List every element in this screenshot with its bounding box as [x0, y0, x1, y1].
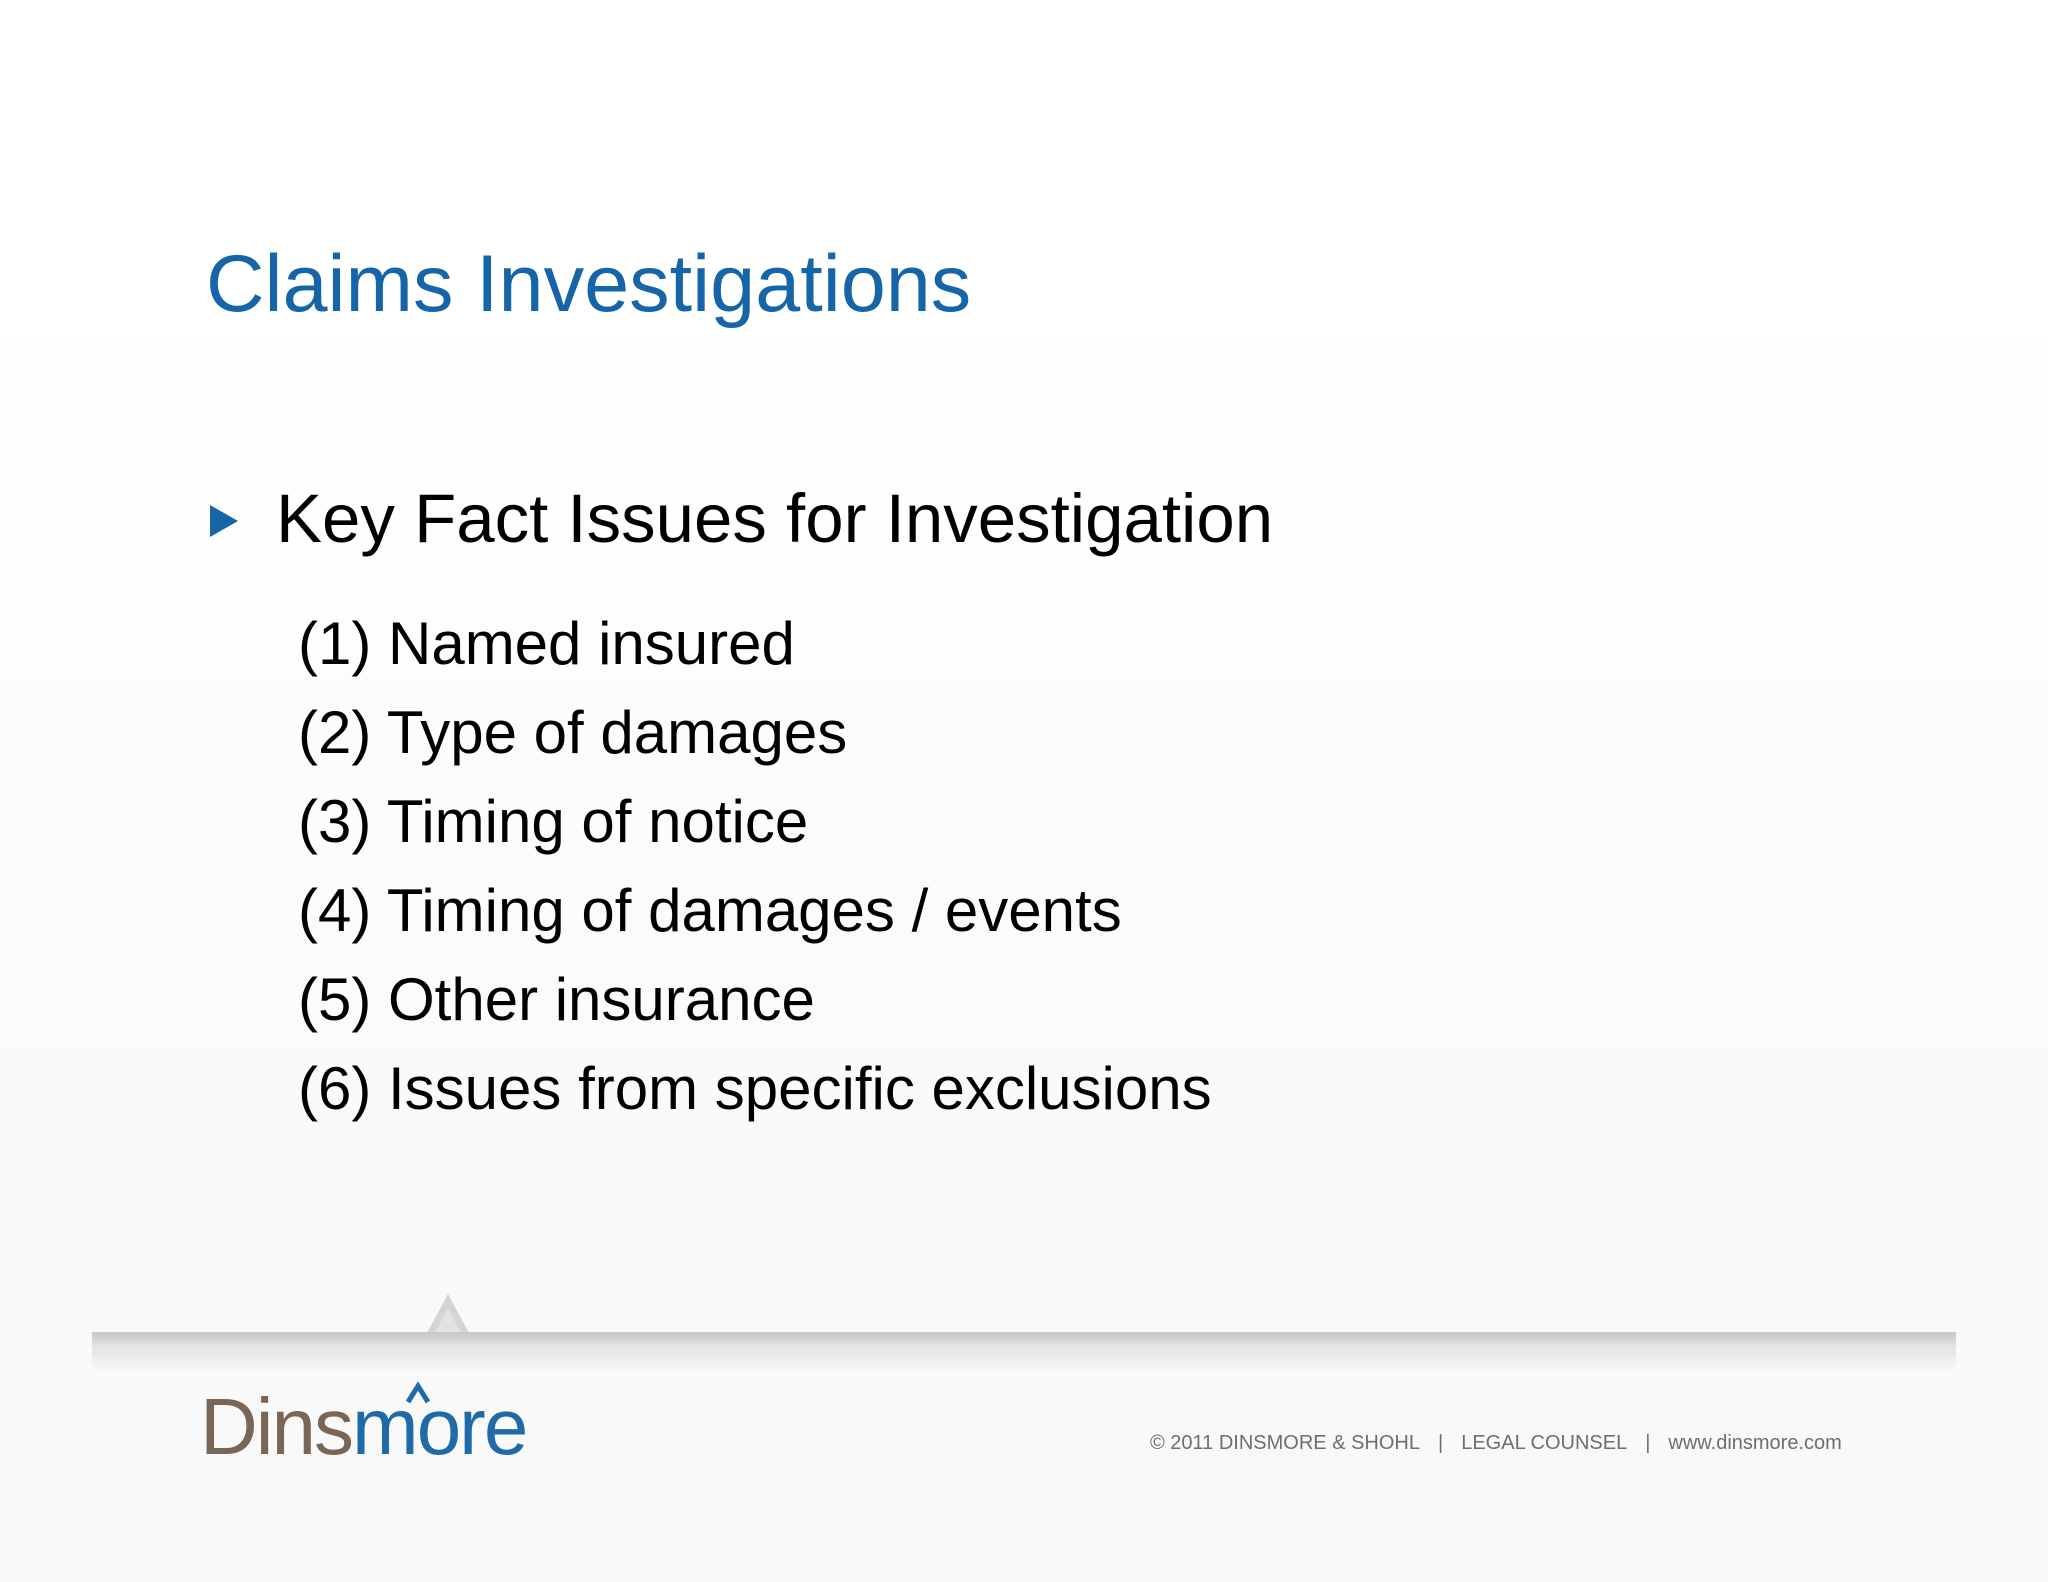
footer-info	[1150, 1432, 1842, 1455]
list-item: (4) Timing of damages / events	[298, 877, 1122, 944]
footer-shadow	[92, 1346, 1956, 1372]
svg-text:Dinsmore: Dinsmore	[200, 1382, 527, 1460]
tagline-text: LEGAL COUNSEL	[1461, 1432, 1628, 1454]
slide-title: Claims Investigations	[206, 239, 972, 329]
bullet-item	[210, 480, 1274, 557]
triangle-right-icon	[210, 505, 238, 537]
dinsmore-logo	[200, 1380, 540, 1460]
footer-divider	[92, 1332, 1956, 1346]
list-item: (6) Issues from specific exclusions	[298, 1055, 1212, 1122]
issue-list	[298, 610, 1212, 1148]
list-item: (2) Type of damages	[298, 699, 848, 766]
copyright-text: © 2011 DINSMORE & SHOHL	[1150, 1432, 1420, 1454]
list-item: (1) Named insured	[298, 610, 795, 677]
list-item: (3) Timing of notice	[298, 788, 809, 855]
website-link[interactable]: www.dinsmore.com	[1668, 1432, 1842, 1454]
list-item: (5) Other insurance	[298, 966, 815, 1033]
bullet-text: Key Fact Issues for Investigation	[276, 480, 1274, 557]
footer-separator: |	[1645, 1432, 1651, 1454]
footer-separator: |	[1438, 1432, 1444, 1454]
